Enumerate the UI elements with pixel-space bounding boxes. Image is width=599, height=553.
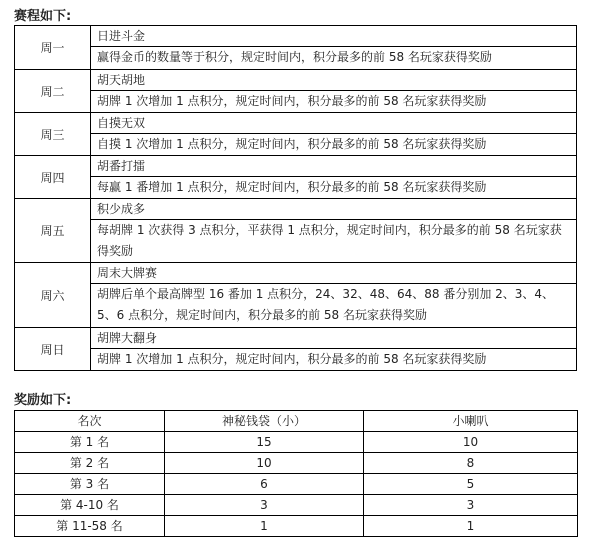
schedule-content (91, 156, 577, 199)
column-header-money-bag: 神秘钱袋（小） (165, 411, 364, 432)
money-bag-cell: 15 (165, 432, 364, 453)
trumpet-cell: 1 (364, 516, 578, 537)
schedule-day: 周四 (15, 156, 91, 199)
rank-cell: 第 4-10 名 (15, 495, 165, 516)
trumpet-cell: 8 (364, 453, 578, 474)
event-name: 胡牌大翻身 (91, 328, 576, 349)
schedule-row (15, 199, 577, 263)
rewards-table (14, 410, 578, 537)
column-header-trumpet: 小喇叭 (364, 411, 578, 432)
schedule-row (15, 26, 577, 70)
money-bag-cell: 3 (165, 495, 364, 516)
rewards-heading: 奖励如下: (14, 393, 72, 408)
event-name: 胡天胡地 (91, 70, 576, 91)
schedule-content (91, 113, 577, 156)
schedule-heading: 赛程如下: (14, 9, 72, 24)
event-name: 自摸无双 (91, 113, 576, 134)
schedule-content (91, 26, 577, 70)
event-description: 每赢 1 番增加 1 点积分，规定时间内，积分最多的前 58 名玩家获得奖励 (97, 180, 487, 194)
schedule-row (15, 156, 577, 199)
schedule-day: 周日 (15, 328, 91, 371)
schedule-day: 周五 (15, 199, 91, 263)
event-description: 赢得金币的数量等于积分，规定时间内，积分最多的前 58 名玩家获得奖励 (97, 50, 492, 64)
event-description: 胡牌 1 次增加 1 点积分，规定时间内，积分最多的前 58 名玩家获得奖励 (97, 352, 487, 366)
money-bag-cell: 1 (165, 516, 364, 537)
trumpet-cell: 10 (364, 432, 578, 453)
rank-cell: 第 1 名 (15, 432, 165, 453)
schedule-row (15, 70, 577, 113)
schedule-day: 周六 (15, 263, 91, 328)
table-row (15, 495, 578, 516)
money-bag-cell: 6 (165, 474, 364, 495)
event-description: 胡牌 1 次增加 1 点积分，规定时间内，积分最多的前 58 名玩家获得奖励 (97, 94, 487, 108)
schedule-day: 周一 (15, 26, 91, 70)
table-row (15, 453, 578, 474)
schedule-row (15, 328, 577, 371)
event-name: 日进斗金 (91, 26, 576, 47)
schedule-day: 周二 (15, 70, 91, 113)
trumpet-cell: 3 (364, 495, 578, 516)
rank-cell: 第 11-58 名 (15, 516, 165, 537)
column-header-rank: 名次 (15, 411, 165, 432)
table-row (15, 516, 578, 537)
schedule-day: 周三 (15, 113, 91, 156)
event-name: 胡番打擂 (91, 156, 576, 177)
schedule-content (91, 328, 577, 371)
event-description: 自摸 1 次增加 1 点积分，规定时间内，积分最多的前 58 名玩家获得奖励 (97, 137, 487, 151)
event-name: 积少成多 (91, 199, 576, 220)
rank-cell: 第 3 名 (15, 474, 165, 495)
table-row (15, 474, 578, 495)
schedule-content (91, 70, 577, 113)
schedule-row (15, 263, 577, 328)
event-name: 周末大牌赛 (91, 263, 576, 284)
money-bag-cell: 10 (165, 453, 364, 474)
schedule-table (14, 25, 577, 371)
schedule-content (91, 199, 577, 263)
rank-cell: 第 2 名 (15, 453, 165, 474)
trumpet-cell: 5 (364, 474, 578, 495)
schedule-row (15, 113, 577, 156)
rewards-header-row (15, 411, 578, 432)
table-row (15, 432, 578, 453)
schedule-content (91, 263, 577, 328)
event-description: 每胡牌 1 次获得 3 点积分，平获得 1 点积分，规定时间内，积分最多的前 58 名玩家获得奖励 (97, 223, 562, 258)
event-description: 胡牌后单个最高牌型 16 番加 1 点积分，24、32、48、64、88 番分别加 2、3、4、5、6 点积分，规定时间内，积分最多的前 58 名玩家获得奖励 (97, 287, 555, 322)
